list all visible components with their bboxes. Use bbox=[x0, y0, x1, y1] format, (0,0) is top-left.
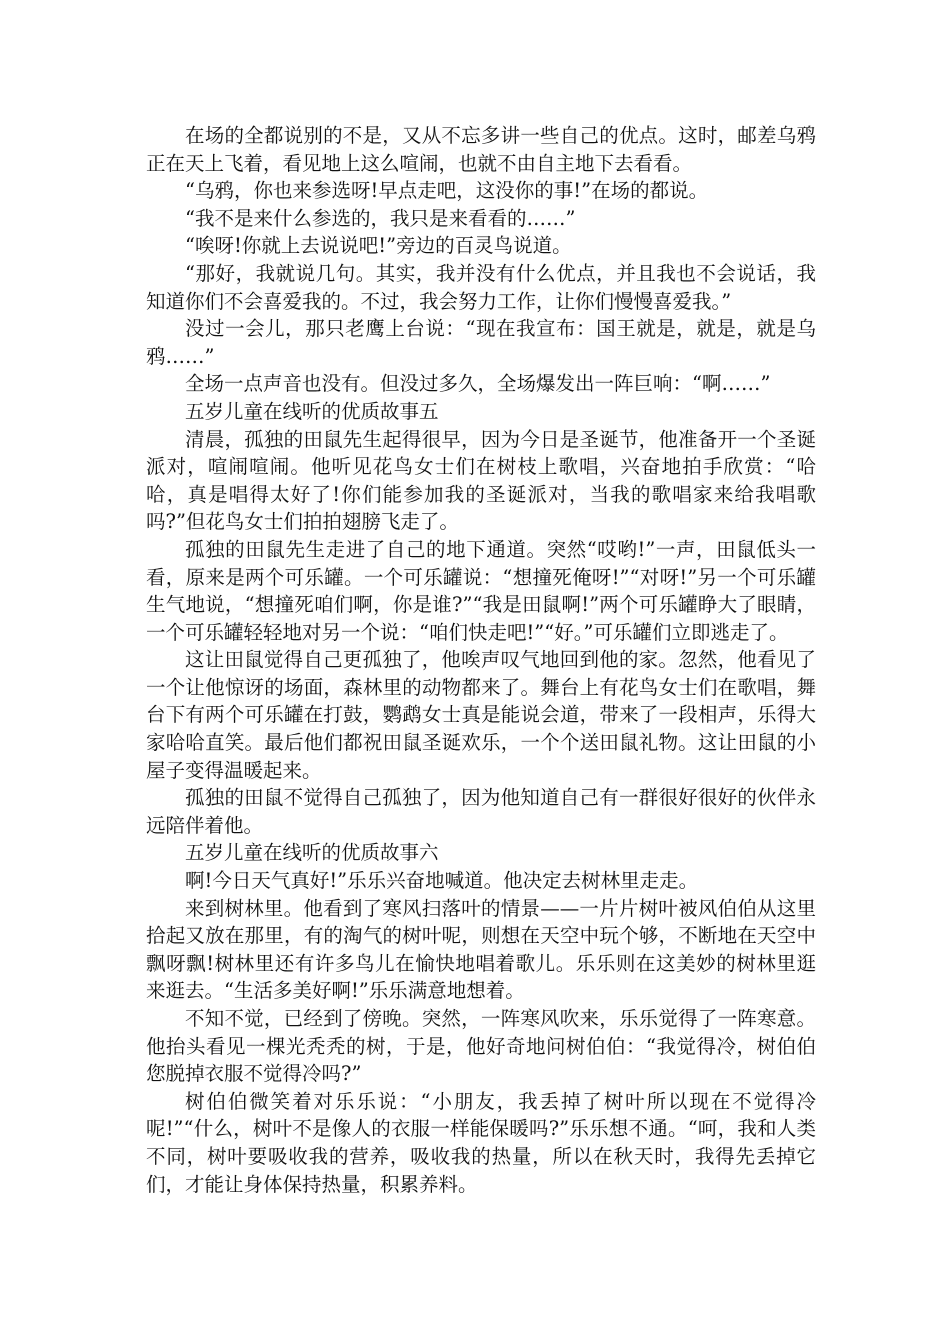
paragraph: 这让田鼠觉得自己更孤独了，他唉声叹气地回到他的家。忽然，他看见了一个让他惊讶的场面，森林里的动物都来了。舞台上有花鸟女士们在歌唱，舞台下有两个可乐罐在打鼓，鹦鹉女士真是能说会道，带来了一段相声，乐得大家哈哈直笑。最后他们都祝田鼠圣诞欢乐，一个个送田鼠礼物。这让田鼠的小屋子变得温暖起来。 bbox=[146, 648, 816, 782]
paragraph: “我不是来什么参选的，我只是来看看的……” bbox=[185, 206, 576, 230]
paragraph: “唉呀!你就上去说说吧!”旁边的百灵鸟说道。 bbox=[185, 234, 572, 258]
paragraph: “乌鸦，你也来参选呀!早点走吧，这没你的事!”在场的都说。 bbox=[185, 179, 709, 203]
paragraph: 没过一会儿，那只老鹰上台说：“现在我宣布：国王就是，就是，就是乌鸦……” bbox=[146, 317, 816, 368]
paragraph: 来到树林里。他看到了寒风扫落叶的情景——一片片树叶被风伯伯从这里拾起又放在那里，有的淘气的树叶呢，则想在天空中玩个够，不断地在天空中飘呀飘!树林里还有许多鸟儿在愉快地唱着歌儿。乐乐则在这美妙的树林里逛来逛去。“生活多美好啊!”乐乐满意地想着。 bbox=[146, 896, 816, 1003]
story-heading: 五岁儿童在线听的优质故事六 bbox=[185, 841, 439, 865]
paragraph: 清晨，孤独的田鼠先生起得很早，因为今日是圣诞节，他准备开一个圣诞派对，喧闹喧闹。他听见花鸟女士们在树枝上歌唱，兴奋地拍手欣赏：“哈哈，真是唱得太好了!你们能参加我的圣诞派对，当我的歌唱家来给我唱歌吗?”但花鸟女士们拍拍翅膀飞走了。 bbox=[146, 427, 816, 534]
paragraph: 在场的全都说别的不是，又从不忘多讲一些自己的优点。这时，邮差乌鸦正在天上飞着，看见地上这么喧闹，也就不由自主地下去看看。 bbox=[146, 124, 816, 175]
paragraph: 全场一点声音也没有。但没过多久，全场爆发出一阵巨响：“啊……” bbox=[185, 372, 771, 396]
story-heading: 五岁儿童在线听的优质故事五 bbox=[185, 399, 439, 423]
paragraph: 树伯伯微笑着对乐乐说：“小朋友，我丢掉了树叶所以现在不觉得冷呢!”“什么，树叶不是像人的衣服一样能保暖吗?”乐乐想不通。“呵，我和人类不同，树叶要吸收我的营养，吸收我的热量，所以在秋天时，我得先丢掉它们，才能让身体保持热量，积累养料。 bbox=[146, 1089, 816, 1196]
paragraph: 孤独的田鼠不觉得自己孤独了，因为他知道自己有一群很好很好的伙伴永远陪伴着他。 bbox=[146, 786, 816, 837]
paragraph: 孤独的田鼠先生走进了自己的地下通道。突然“哎哟!”一声，田鼠低头一看，原来是两个可乐罐。一个可乐罐说：“想撞死俺呀!”“对呀!”另一个可乐罐生气地说，“想撞死咱们啊，你是谁?”“我是田鼠啊!”两个可乐罐睁大了眼睛，一个可乐罐轻轻地对另一个说：“咱们快走吧!”“好。”可乐罐们立即逃走了。 bbox=[146, 537, 816, 644]
paragraph: “那好，我就说几句。其实，我并没有什么优点，并且我也不会说话，我知道你们不会喜爱我的。不过，我会努力工作，让你们慢慢喜爱我。” bbox=[146, 261, 816, 313]
story-text-body bbox=[146, 122, 816, 1198]
paragraph: 啊!今日天气真好!”乐乐兴奋地喊道。他决定去树林里走走。 bbox=[185, 869, 699, 893]
paragraph: 不知不觉，已经到了傍晚。突然，一阵寒风吹来，乐乐觉得了一阵寒意。他抬头看见一棵光秃秃的树，于是，他好奇地问树伯伯：“我觉得冷，树伯伯您脱掉衣服不觉得冷吗?” bbox=[146, 1007, 816, 1086]
